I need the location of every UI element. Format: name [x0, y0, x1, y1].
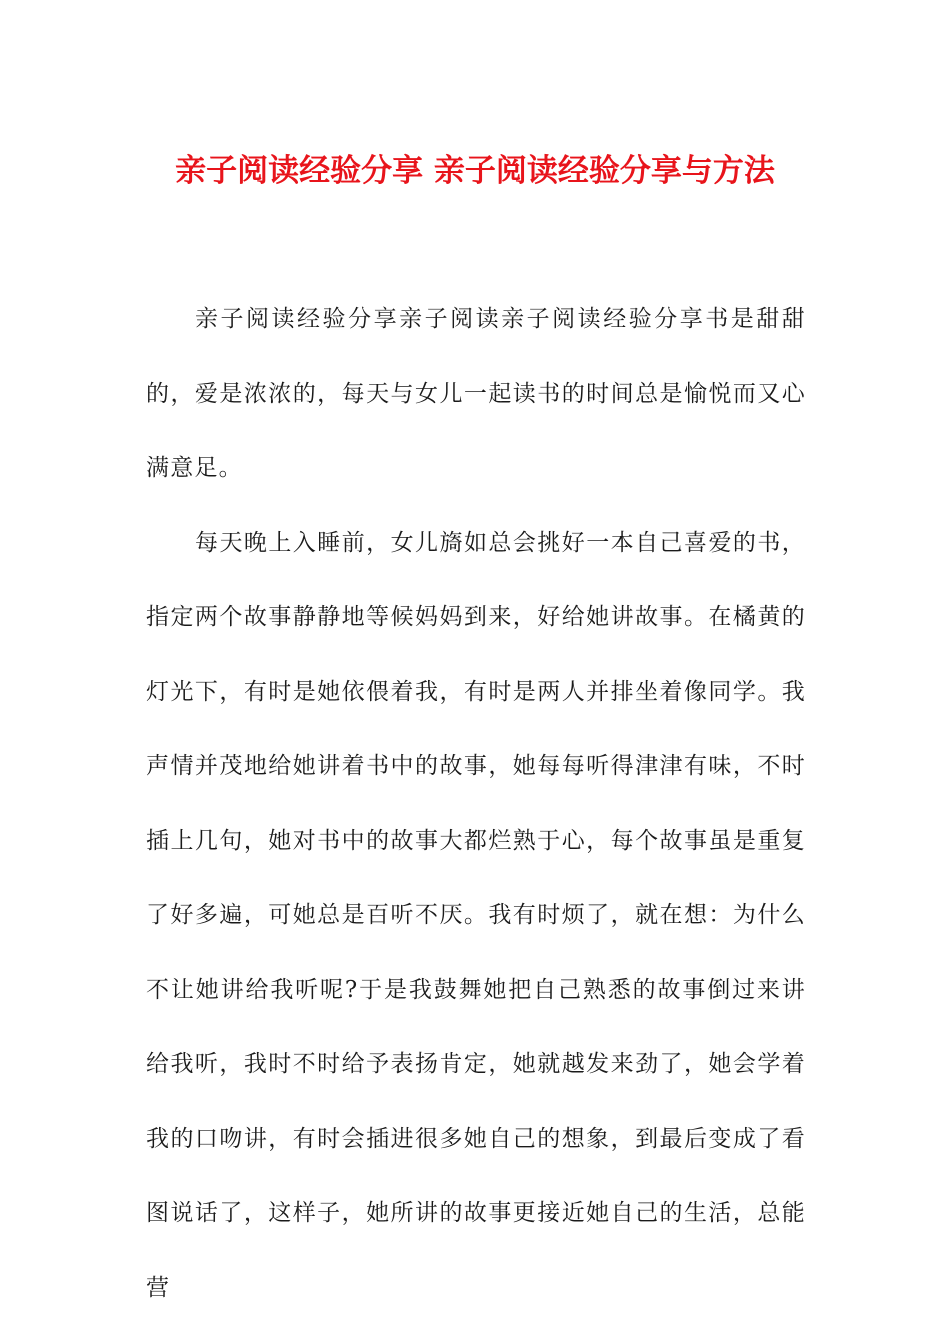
paragraph-2: 每天晚上入睡前，女儿旖如总会挑好一本自己喜爱的书，指定两个故事静静地等候妈妈到来，好给她讲故事。在橘黄的灯光下，有时是她依偎着我，有时是两人并排坐着像同学。我声情并茂地给她讲着书中的故事，她每每听得津津有味，不时插上几句，她对书中的故事大都烂熟于心，每个故事虽是重复了好多遍，可她总是百听不厌。我有时烦了，就在想：为什么不让她讲给我听呢?于是我鼓舞她把自己熟悉的故事倒过来讲给我听，我时不时给予表扬肯定，她就越发来劲了，她会学着我的口吻讲，有时会插进很多她自己的想象，到最后变成了看图说话了，这样子，她所讲的故事更接近她自己的生活，总能营	[146, 529, 806, 1301]
paragraph-1: 亲子阅读经验分享亲子阅读亲子阅读经验分享书是甜甜的，爱是浓浓的，每天与女儿一起读书的时间总是愉悦而又心满意足。	[146, 306, 806, 481]
document-body	[146, 282, 806, 1325]
document-title: 亲子阅读经验分享 亲子阅读经验分享与方法	[175, 153, 775, 189]
